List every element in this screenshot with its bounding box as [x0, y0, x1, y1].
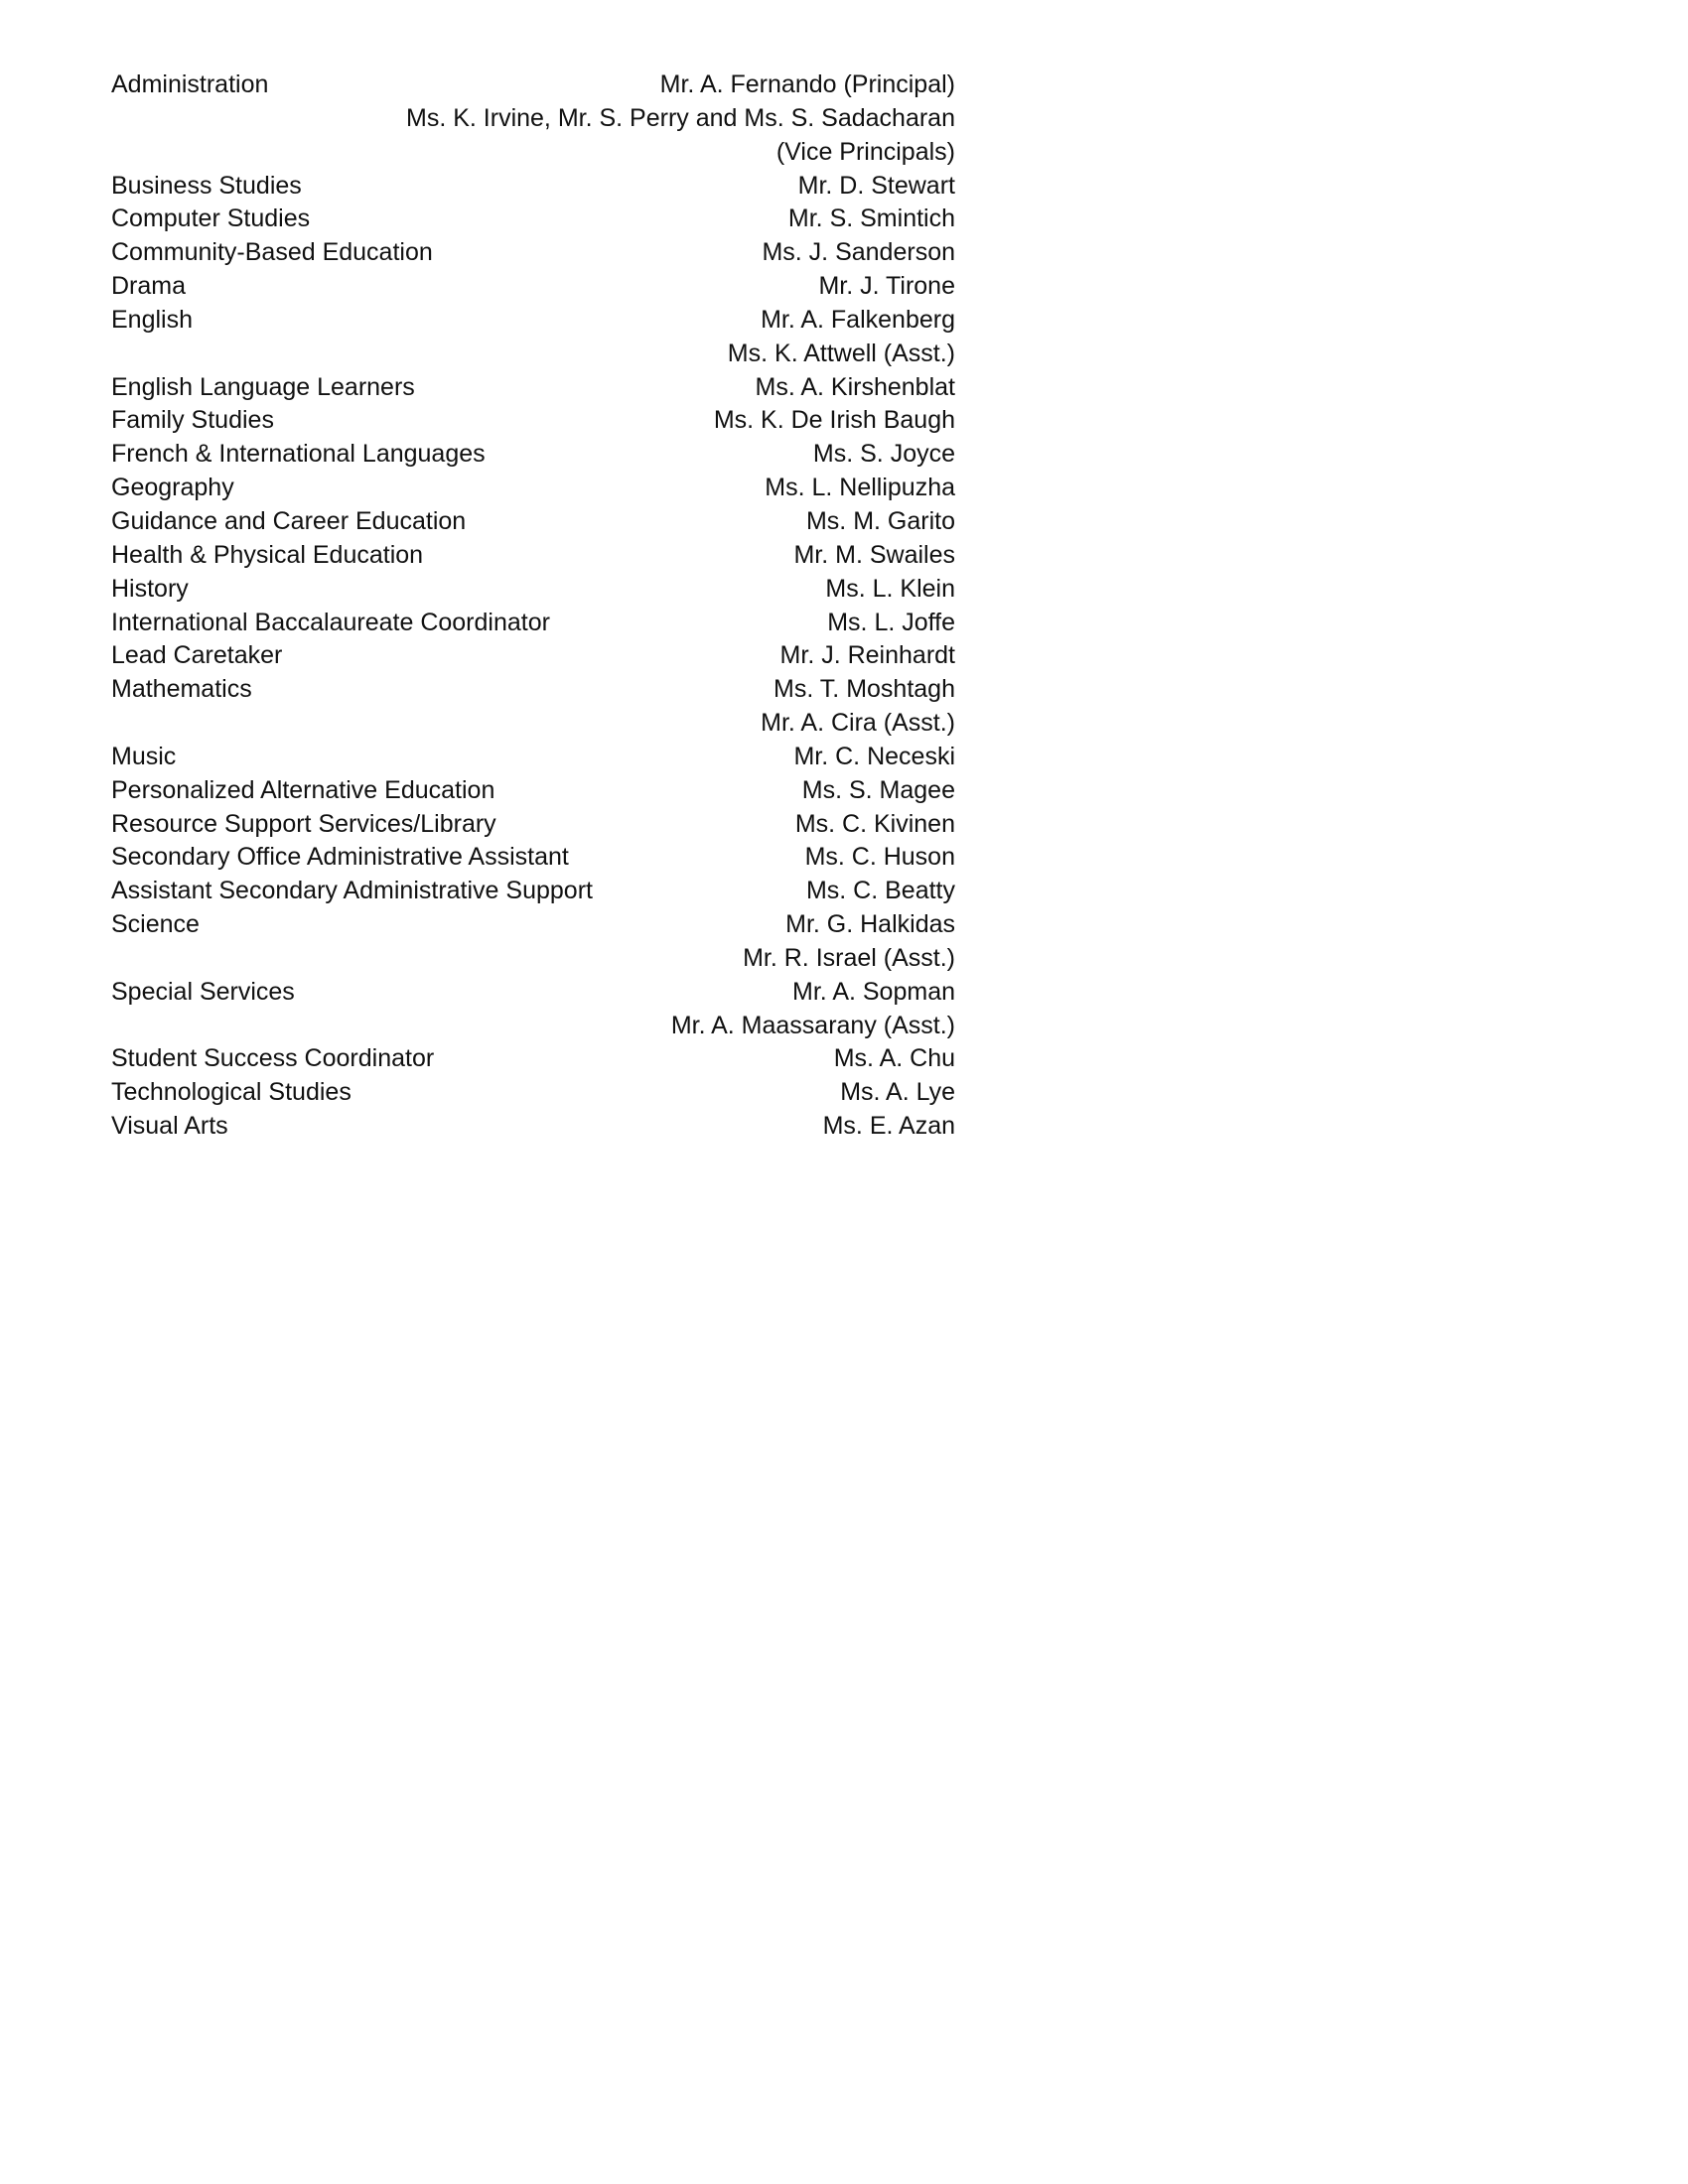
staff-row: [111, 573, 955, 607]
staff-row: [111, 976, 955, 1010]
staff-person: Ms. A. Chu: [833, 1044, 955, 1073]
department-name: Assistant Secondary Administrative Support: [111, 877, 593, 905]
staff-person: Ms. S. Joyce: [812, 440, 955, 469]
department-name: Administration: [111, 70, 269, 98]
staff-person: Mr. R. Israel (Asst.): [743, 943, 955, 972]
department-name: Special Services: [111, 977, 295, 1006]
staff-row: [111, 438, 955, 472]
staff-row: [111, 639, 955, 673]
staff-row: [111, 136, 955, 170]
department-name: Secondary Office Administrative Assistant: [111, 843, 569, 872]
staff-person: Ms. J. Sanderson: [762, 238, 955, 267]
department-name: Technological Studies: [111, 1078, 352, 1107]
staff-person: Mr. A. Fernando (Principal): [659, 70, 955, 98]
department-name: English Language Learners: [111, 372, 415, 401]
department-name: Business Studies: [111, 171, 302, 200]
staff-person: Ms. S. Magee: [801, 775, 955, 804]
department-name: Resource Support Services/Library: [111, 809, 496, 838]
department-name: Geography: [111, 474, 234, 502]
staff-person: Mr. J. Tirone: [818, 272, 955, 301]
staff-row: [111, 371, 955, 405]
staff-row: [111, 1042, 955, 1076]
staff-row: [111, 741, 955, 774]
department-name: International Baccalaureate Coordinator: [111, 608, 550, 636]
staff-person: Mr. J. Reinhardt: [779, 641, 955, 670]
department-name: Drama: [111, 272, 187, 301]
department-name: Guidance and Career Education: [111, 506, 467, 535]
staff-row: [111, 808, 955, 842]
staff-person: Ms. A. Lye: [840, 1078, 955, 1107]
staff-row: [111, 707, 955, 741]
staff-row: [111, 203, 955, 236]
staff-person: Ms. C. Beatty: [805, 877, 955, 905]
department-name: History: [111, 574, 189, 603]
staff-row: [111, 338, 955, 371]
department-name: Science: [111, 910, 200, 939]
department-name: Music: [111, 742, 177, 770]
staff-row: [111, 942, 955, 976]
staff-person: Ms. K. De Irish Baugh: [713, 406, 955, 435]
staff-person: Ms. C. Kivinen: [794, 809, 955, 838]
staff-person: Ms. L. Joffe: [827, 608, 955, 636]
staff-row: [111, 607, 955, 640]
staff-person: Mr. A. Falkenberg: [761, 305, 955, 334]
staff-row: [111, 841, 955, 875]
department-name: Mathematics: [111, 675, 252, 704]
staff-person: Mr. G. Halkidas: [785, 910, 955, 939]
staff-person: Mr. S. Smintich: [787, 205, 955, 233]
staff-row: [111, 404, 955, 438]
staff-directory: [111, 68, 955, 1144]
department-name: Family Studies: [111, 406, 274, 435]
staff-person: Ms. E. Azan: [822, 1112, 955, 1141]
staff-person: Mr. M. Swailes: [793, 540, 955, 569]
department-name: Personalized Alternative Education: [111, 775, 495, 804]
staff-person: Mr. C. Neceski: [793, 742, 955, 770]
staff-person: Ms. C. Huson: [804, 843, 955, 872]
staff-row: [111, 774, 955, 808]
staff-row: [111, 236, 955, 270]
department-name: Visual Arts: [111, 1112, 228, 1141]
staff-row: [111, 1010, 955, 1043]
staff-person: Ms. A. Kirshenblat: [755, 372, 955, 401]
staff-row: [111, 505, 955, 539]
staff-person: Ms. M. Garito: [805, 506, 955, 535]
staff-row: [111, 270, 955, 304]
staff-row: [111, 673, 955, 707]
staff-row: [111, 68, 955, 102]
staff-person: Ms. K. Irvine, Mr. S. Perry and Ms. S. Sadacharan: [406, 103, 955, 132]
staff-person: Ms. L. Nellipuzha: [765, 474, 955, 502]
department-name: French & International Languages: [111, 440, 486, 469]
department-name: Computer Studies: [111, 205, 311, 233]
staff-row: [111, 875, 955, 908]
staff-person: Ms. L. Klein: [825, 574, 955, 603]
department-name: Lead Caretaker: [111, 641, 283, 670]
department-name: Community-Based Education: [111, 238, 433, 267]
staff-person: Mr. A. Cira (Asst.): [761, 709, 955, 738]
staff-person: Ms. T. Moshtagh: [774, 675, 955, 704]
staff-row: [111, 1110, 955, 1144]
staff-person: Ms. K. Attwell (Asst.): [727, 339, 955, 367]
staff-row: [111, 908, 955, 942]
staff-row: [111, 170, 955, 204]
department-name: English: [111, 305, 193, 334]
staff-row: [111, 1076, 955, 1110]
department-name: Student Success Coordinator: [111, 1044, 435, 1073]
staff-person: Mr. D. Stewart: [797, 171, 955, 200]
staff-row: [111, 304, 955, 338]
staff-row: [111, 102, 955, 136]
staff-row: [111, 472, 955, 505]
staff-person: Mr. A. Maassarany (Asst.): [670, 1011, 955, 1039]
staff-person: (Vice Principals): [775, 137, 955, 166]
staff-row: [111, 539, 955, 573]
department-name: Health & Physical Education: [111, 540, 424, 569]
staff-person: Mr. A. Sopman: [792, 977, 955, 1006]
